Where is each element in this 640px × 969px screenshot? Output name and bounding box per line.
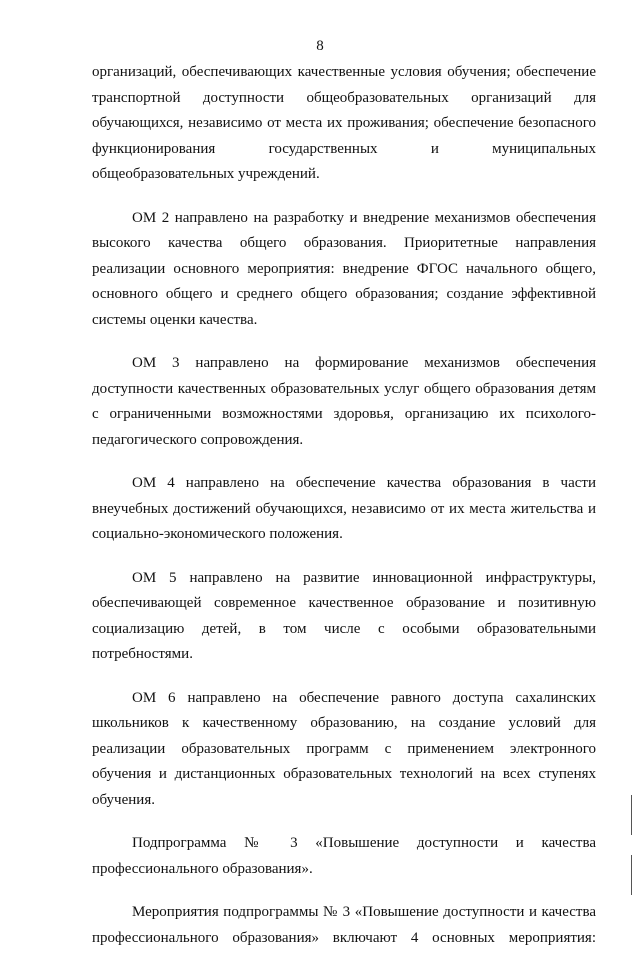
paragraph-line: реализации основного мероприятия: внедрение ФГОС начального общего,: [92, 260, 596, 277]
paragraph-line: доступности качественных образовательных услуг общего образования детям: [92, 380, 596, 397]
paragraph-line: ОМ 4 направлено на обеспечение качества образования в части: [132, 475, 596, 491]
paragraph-line: общеобразовательных учреждений.: [92, 166, 320, 182]
paragraph-line: школьников к качественному образованию, на создание условий для: [92, 715, 596, 731]
paragraph: [92, 566, 596, 668]
paragraph-line: обучающихся, независимо от места их проживания; обеспечение безопасного: [92, 115, 596, 131]
paragraph-line: основного общего и среднего общего образования; создание эффективной: [92, 286, 596, 302]
paragraph-line: профессионального образования».: [92, 860, 313, 877]
paragraph-line: транспортной доступности общеобразовательных организаций для: [92, 89, 596, 106]
paragraph-line: функционирования государственных и муниципальных: [92, 140, 596, 157]
scan-margin-mark: [631, 795, 632, 835]
paragraph-line: социально-экономического положения.: [92, 526, 343, 542]
paragraph-line: профессионального образования» включают 4 основных мероприятия:: [92, 929, 596, 946]
paragraph-line: организаций, обеспечивающих качественные условия обучения; обеспечение: [92, 64, 596, 80]
paragraph: [92, 900, 596, 951]
paragraph-line: обеспечивающей современное качественное образование и позитивную: [92, 595, 596, 611]
paragraph-line: ОМ 2 направлено на разработку и внедрение механизмов обеспечения: [132, 209, 596, 226]
paragraph-line: высокого качества общего образования. Приоритетные направления: [92, 235, 596, 251]
paragraph-line: реализации образовательных программ с применением электронного: [92, 740, 596, 757]
paragraph-line: педагогического сопровождения.: [92, 431, 304, 448]
paragraph: [92, 831, 596, 882]
scan-margin-mark: [631, 855, 632, 895]
document-body: [92, 60, 596, 969]
paragraph-line: потребностями.: [92, 646, 193, 662]
paragraph-line: ОМ 3 направлено на формирование механизмов обеспечения: [132, 355, 596, 371]
paragraph: [92, 686, 596, 814]
paragraph-line: ОМ 5 направлено на развитие инновационной инфраструктуры,: [132, 569, 596, 586]
paragraph-line: внеучебных достижений обучающихся, независимо от их места жительства и: [92, 500, 596, 517]
paragraph: [92, 206, 596, 334]
paragraph-line: Подпрограмма № 3 «Повышение доступности и качества: [132, 835, 596, 851]
paragraph: [92, 471, 596, 548]
paragraph-line: социализацию детей, в том числе с особыми образовательными: [92, 620, 596, 637]
paragraph-line: ОМ 6 направлено на обеспечение равного доступа сахалинских: [132, 689, 596, 706]
paragraph: [92, 60, 596, 188]
page-number: 8: [316, 38, 324, 54]
paragraph-line: с ограниченными возможностями здоровья, организацию их психолого-: [92, 406, 596, 422]
paragraph-line: обучения.: [92, 791, 155, 808]
paragraph: [92, 351, 596, 453]
paragraph-line: Мероприятия подпрограммы № 3 «Повышение доступности и качества: [132, 904, 596, 920]
paragraph-line: системы оценки качества.: [92, 311, 258, 328]
paragraph-line: обучения и дистанционных образовательных технологий на всех ступенях: [92, 766, 596, 782]
